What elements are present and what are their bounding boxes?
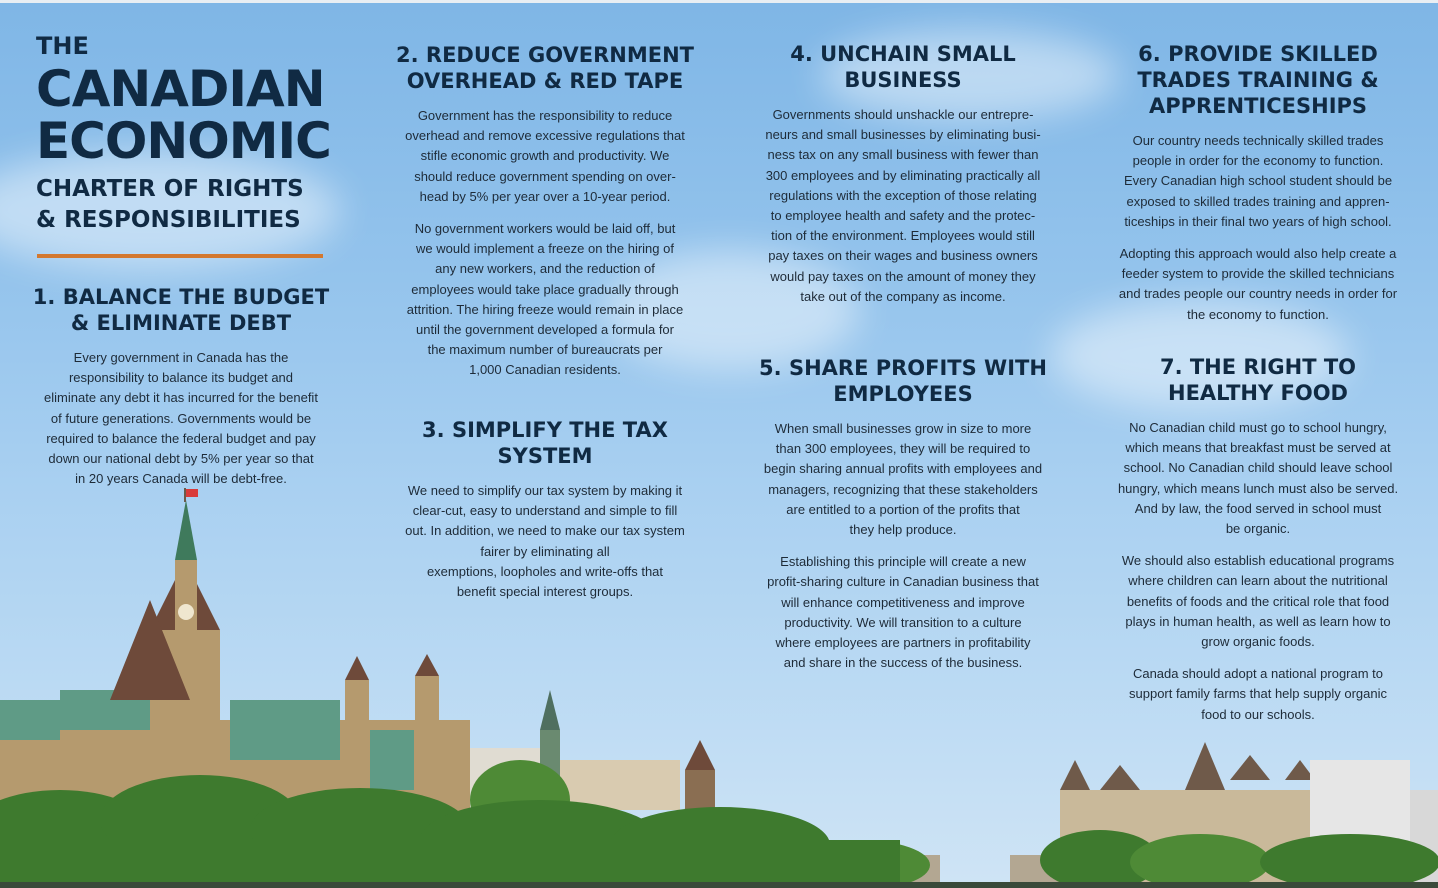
section-share-profits: [747, 355, 1059, 685]
section-healthy-food: [1100, 354, 1416, 737]
section-reduce-overhead: [390, 42, 700, 393]
section-paragraph: Canada should adopt a national program to support family farms that help supply organic food to our schools.: [1129, 666, 1387, 722]
section-heading: 6. PROVIDE SKILLED TRADES TRAINING & APPRENTICESHIPS: [1137, 42, 1379, 118]
section-heading: 4. UNCHAIN SMALL BUSINESS: [790, 42, 1016, 92]
section-paragraph: Adopting this approach would also help create a feeder system to provide the skilled technicians and trades people our country needs in order for the economy to function.: [1118, 246, 1398, 322]
bottom-strip: [0, 882, 1438, 888]
section-paragraph: No Canadian child must go to school hungry, which means that breakfast must be served at school. No Canadian child should leave school hungry, which means lunch must also be served. And by law, the food served in school must be organic.: [1117, 420, 1399, 537]
section-paragraph: Our country needs technically skilled trades people in order for the economy to function. Every Canadian high school student should be exposed to skilled trades training and appren- ticeships in their final two years of high school.: [1123, 133, 1393, 229]
section-paragraph: Establishing this principle will create a new profit-sharing culture in Canadian business that will enhance competitiveness and improve productivity. We will transition to a culture where employees are partners in profitability and share in the success of the business.: [767, 554, 1039, 671]
title-line-economic: ECONOMIC: [36, 112, 331, 170]
title-line-canadian: CANADIAN: [36, 60, 325, 118]
section-heading: 2. REDUCE GOVERNMENT OVERHEAD & RED TAPE: [396, 43, 694, 93]
title-line-the: THE: [36, 32, 89, 60]
section-paragraph: Every government in Canada has the responsibility to balance its budget and eliminate any debt it has incurred for the benefit of future generations. Governments would be required to balance the federal budget and pay down our national debt by 5% per year so that in 20 years Canada will be debt-free.: [44, 350, 318, 487]
section-paragraph: We need to simplify our tax system by making it clear-cut, easy to understand and simple to fill out. In addition, we need to make our tax system fairer by eliminating all exemptions, loopholes and write-offs that benefit special interest groups.: [405, 483, 685, 600]
section-heading: 3. SIMPLIFY THE TAX SYSTEM: [422, 418, 668, 468]
section-paragraph: Government has the responsibility to reduce overhead and remove excessive regulations that stifle economic growth and productivity. We should reduce government spending on over- head by 5% per year over a 10-year period.: [405, 108, 685, 204]
section-unchain-small-business: [747, 41, 1059, 319]
title-divider: [37, 254, 323, 258]
section-heading: 1. BALANCE THE BUDGET & ELIMINATE DEBT: [32, 285, 330, 335]
section-skilled-trades: [1100, 41, 1416, 337]
section-paragraph: No government workers would be laid off, but we would implement a freeze on the hiring of any new workers, and the reduction of employees would take place gradually through attrition. The hiring freeze would remain in place until the government developed a formula for the maximum number of bureaucrats per 1,000 Canadian residents.: [406, 221, 684, 378]
section-paragraph: We should also establish educational programs where children can learn about the nutritional benefits of foods and the critical role that food plays in human health, as well as learn how to grow organic foods.: [1121, 553, 1395, 650]
section-paragraph: Governments should unshackle our entrepre- neurs and small businesses by eliminating busi- ness tax on any small business with fewer than 300 employees and by eliminating practically all regulations with the exception of those relating to employee health and safety and the protec- tion of the environment. Employees would still pay taxes on their wages and business owners would pay taxes on the amount of money they take out of the company as income.: [765, 107, 1041, 304]
section-heading: 7. THE RIGHT TO HEALTHY FOOD: [1159, 355, 1357, 405]
section-heading: 5. SHARE PROFITS WITH EMPLOYEES: [759, 356, 1047, 406]
section-simplify-tax: [390, 417, 700, 614]
title-line-charter: CHARTER OF RIGHTS & RESPONSIBILITIES: [36, 176, 304, 234]
charter-title: [36, 34, 336, 236]
section-paragraph: When small businesses grow in size to more than 300 employees, they will be required to begin sharing annual profits with employees and managers, recognizing that these stakeholders are entitled to a portion of the profits that they help produce.: [763, 421, 1043, 538]
section-balance-budget: [30, 284, 332, 501]
